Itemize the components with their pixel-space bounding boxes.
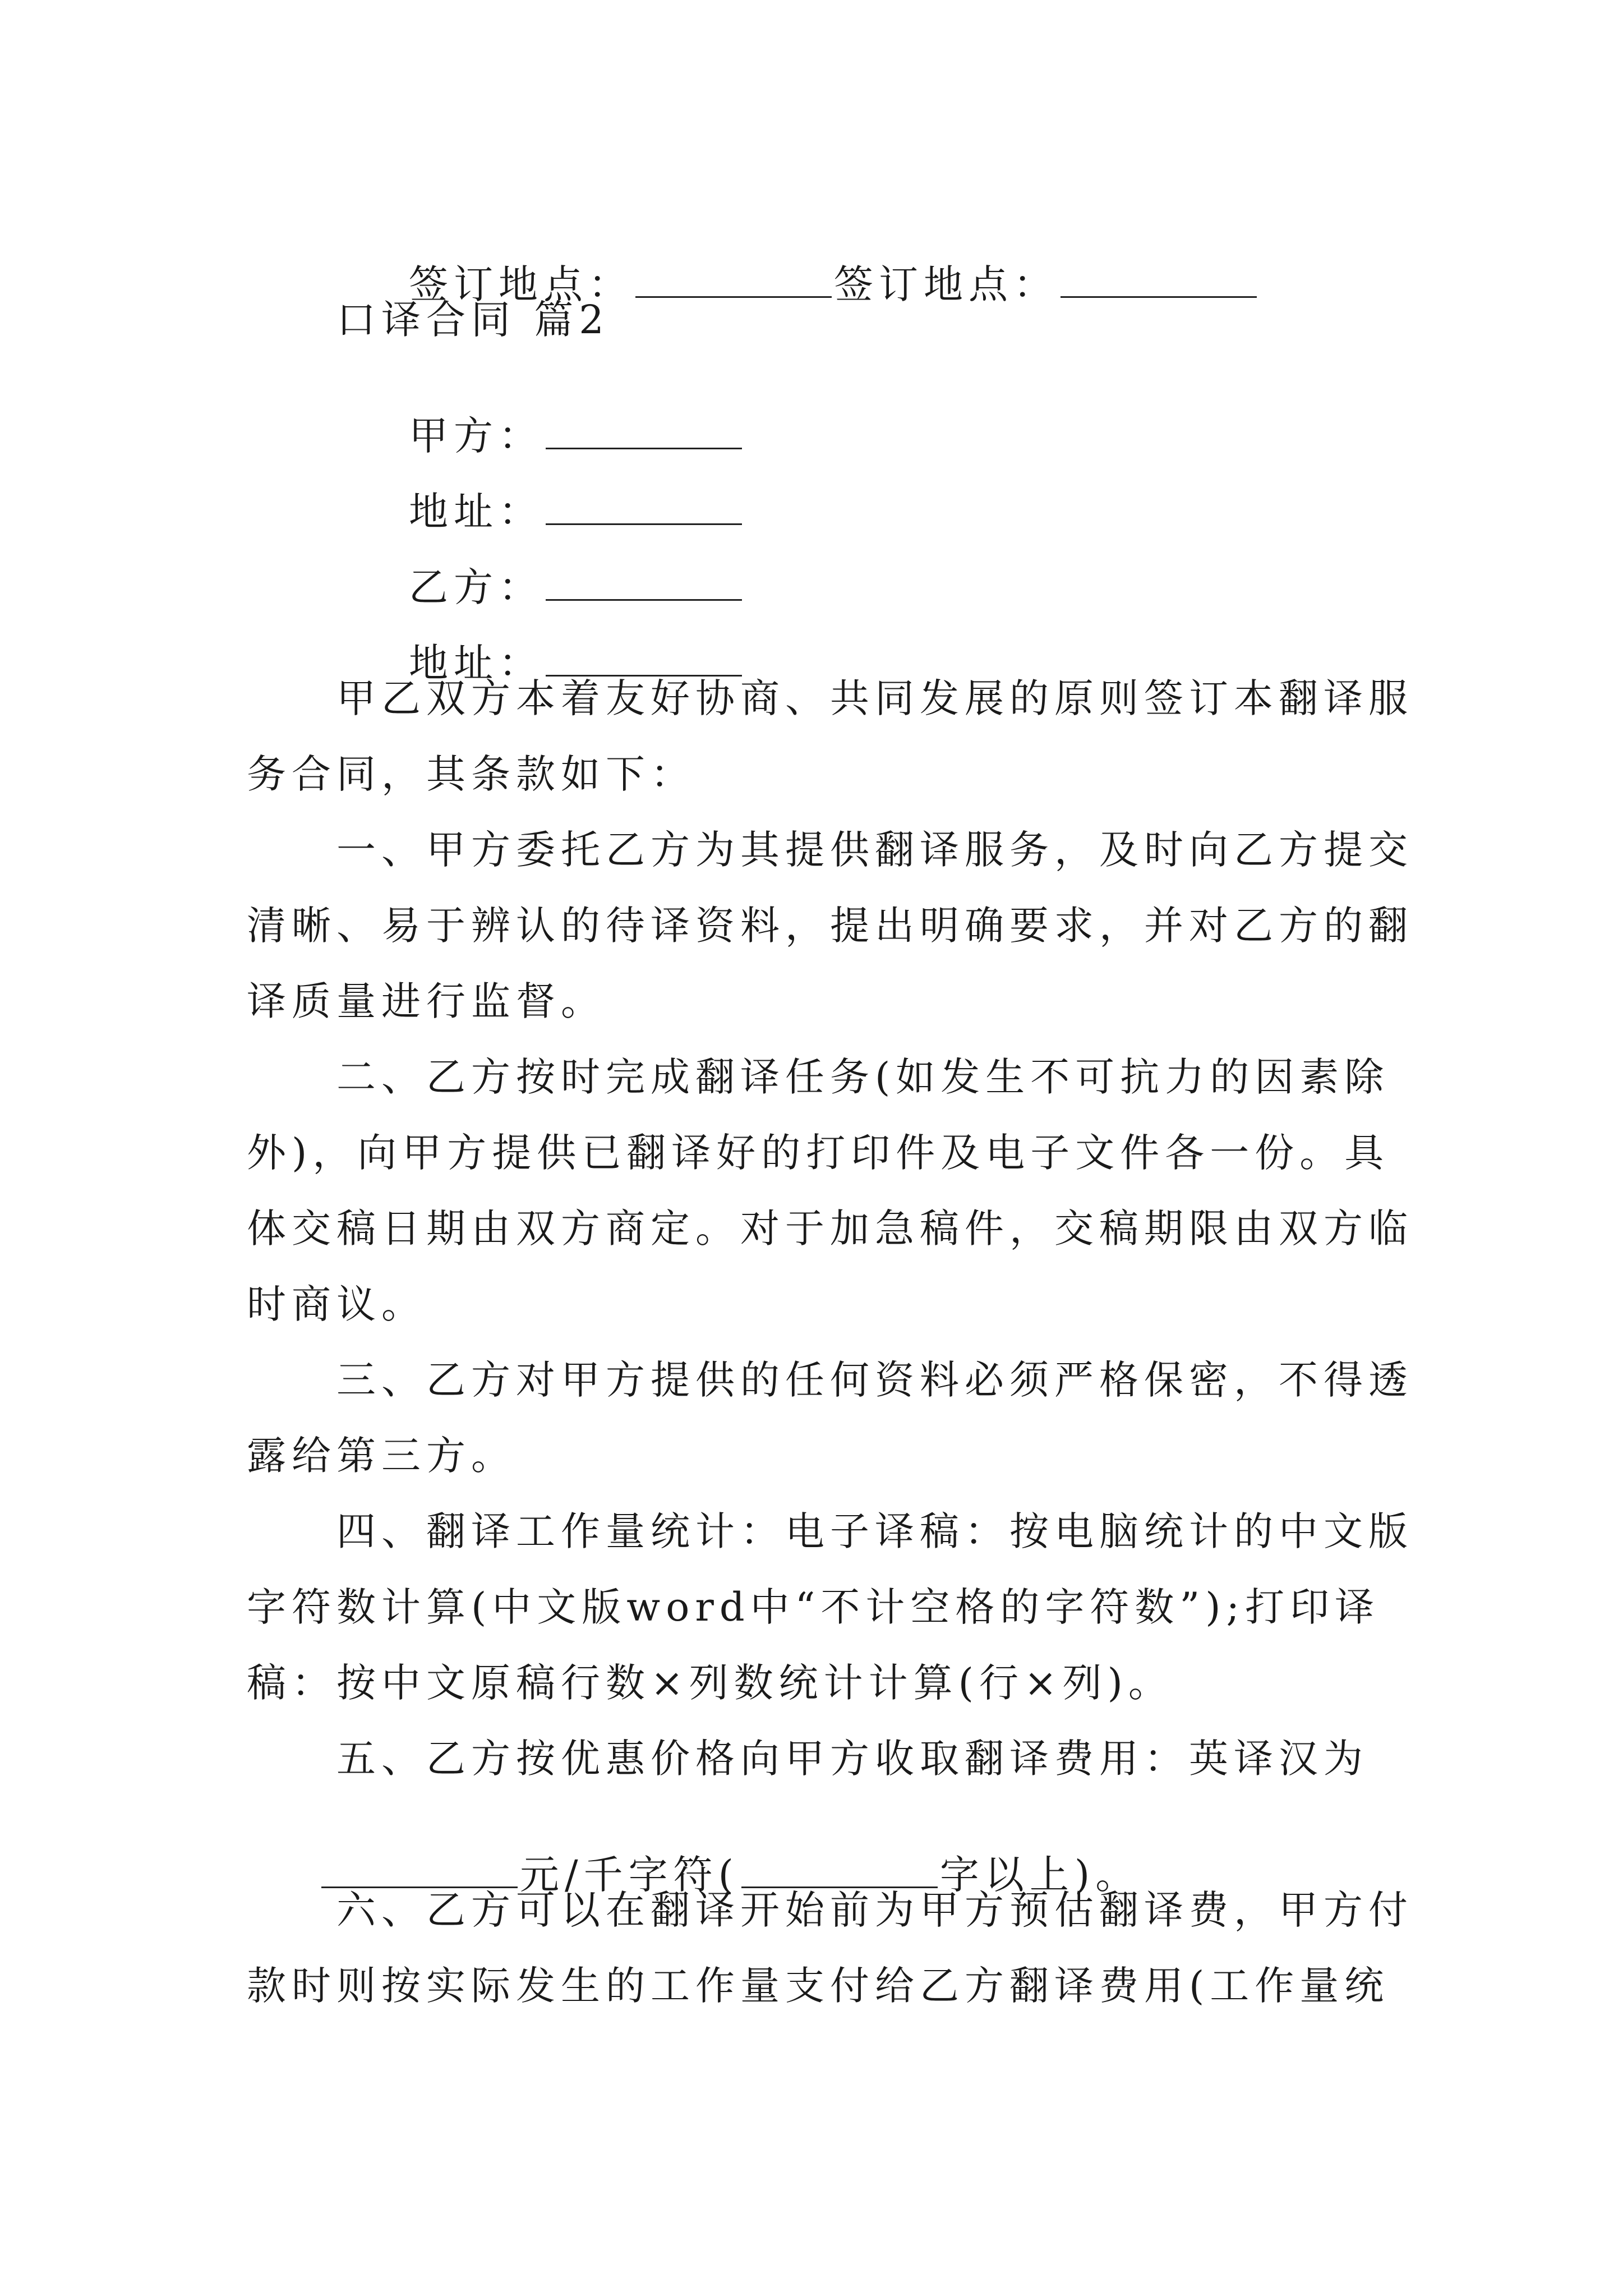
address-label: 地址： bbox=[409, 640, 544, 686]
clause-1-line: 译质量进行监督。 bbox=[247, 978, 606, 1024]
fee-rate-blank bbox=[321, 1854, 518, 1888]
clause-1-line: 一、甲方委托乙方为其提供翻译服务，及时向乙方提交 bbox=[336, 827, 1413, 873]
clause-4-line: 四、翻译工作量统计：电子译稿：按电脑统计的中文版 bbox=[336, 1508, 1413, 1554]
clause-3-line: 三、乙方对甲方提供的任何资料必须严格保密，不得透 bbox=[336, 1357, 1413, 1403]
clause-2-line: 二、乙方按时完成翻译任务(如发生不可抗力的因素除 bbox=[336, 1054, 1390, 1100]
word-count-blank bbox=[741, 1854, 938, 1888]
clause-2-line: 外)，向甲方提供已翻译好的打印件及电子文件各一份。具 bbox=[247, 1130, 1390, 1176]
clause-6-line: 款时则按实际发生的工作量支付给乙方翻译费用(工作量统 bbox=[247, 1963, 1390, 2009]
intro-line: 甲乙双方本着友好协商、共同发展的原则签订本翻译服 bbox=[336, 675, 1413, 721]
clause-5-line: 五、乙方按优惠价格向甲方收取翻译费用：英译汉为 bbox=[336, 1736, 1368, 1782]
address-blank bbox=[546, 491, 742, 525]
clause-2-line: 体交稿日期由双方商定。对于加急稿件，交稿期限由双方临 bbox=[247, 1205, 1413, 1251]
party-a-blank bbox=[546, 415, 742, 449]
clause-1-line: 清晰、易于辨认的待译资料，提出明确要求，并对乙方的翻 bbox=[247, 903, 1413, 949]
clause-4-line: 稿：按中文原稿行数×列数统计计算(行×列)。 bbox=[247, 1660, 1173, 1706]
clause-4-line: 字符数计算(中文版word中“不计空格的字符数”);打印译 bbox=[247, 1584, 1380, 1630]
address-blank bbox=[546, 642, 742, 677]
party-b-blank bbox=[546, 567, 742, 601]
clause-6-line: 六、乙方可以在翻译开始前为甲方预估翻译费，甲方付 bbox=[336, 1887, 1413, 1933]
intro-line: 务合同，其条款如下： bbox=[247, 751, 695, 797]
sign-place-blank bbox=[1061, 264, 1257, 298]
section-heading: 口译合同 篇2 bbox=[336, 297, 610, 343]
word-count-text: 字以上)。 bbox=[939, 1852, 1141, 1898]
sign-place-blank bbox=[635, 264, 832, 298]
sign-place-label: 签订地点： bbox=[409, 261, 634, 307]
sign-place-label: 签订地点： bbox=[834, 261, 1059, 307]
address-label: 地址： bbox=[409, 489, 544, 535]
fee-rate-text: 元/千字符( bbox=[520, 1852, 739, 1898]
party-b-label: 乙方： bbox=[409, 564, 544, 610]
clause-3-line: 露给第三方。 bbox=[247, 1433, 516, 1479]
party-a-label: 甲方： bbox=[409, 413, 544, 459]
clause-2-line: 时商议。 bbox=[247, 1281, 426, 1327]
